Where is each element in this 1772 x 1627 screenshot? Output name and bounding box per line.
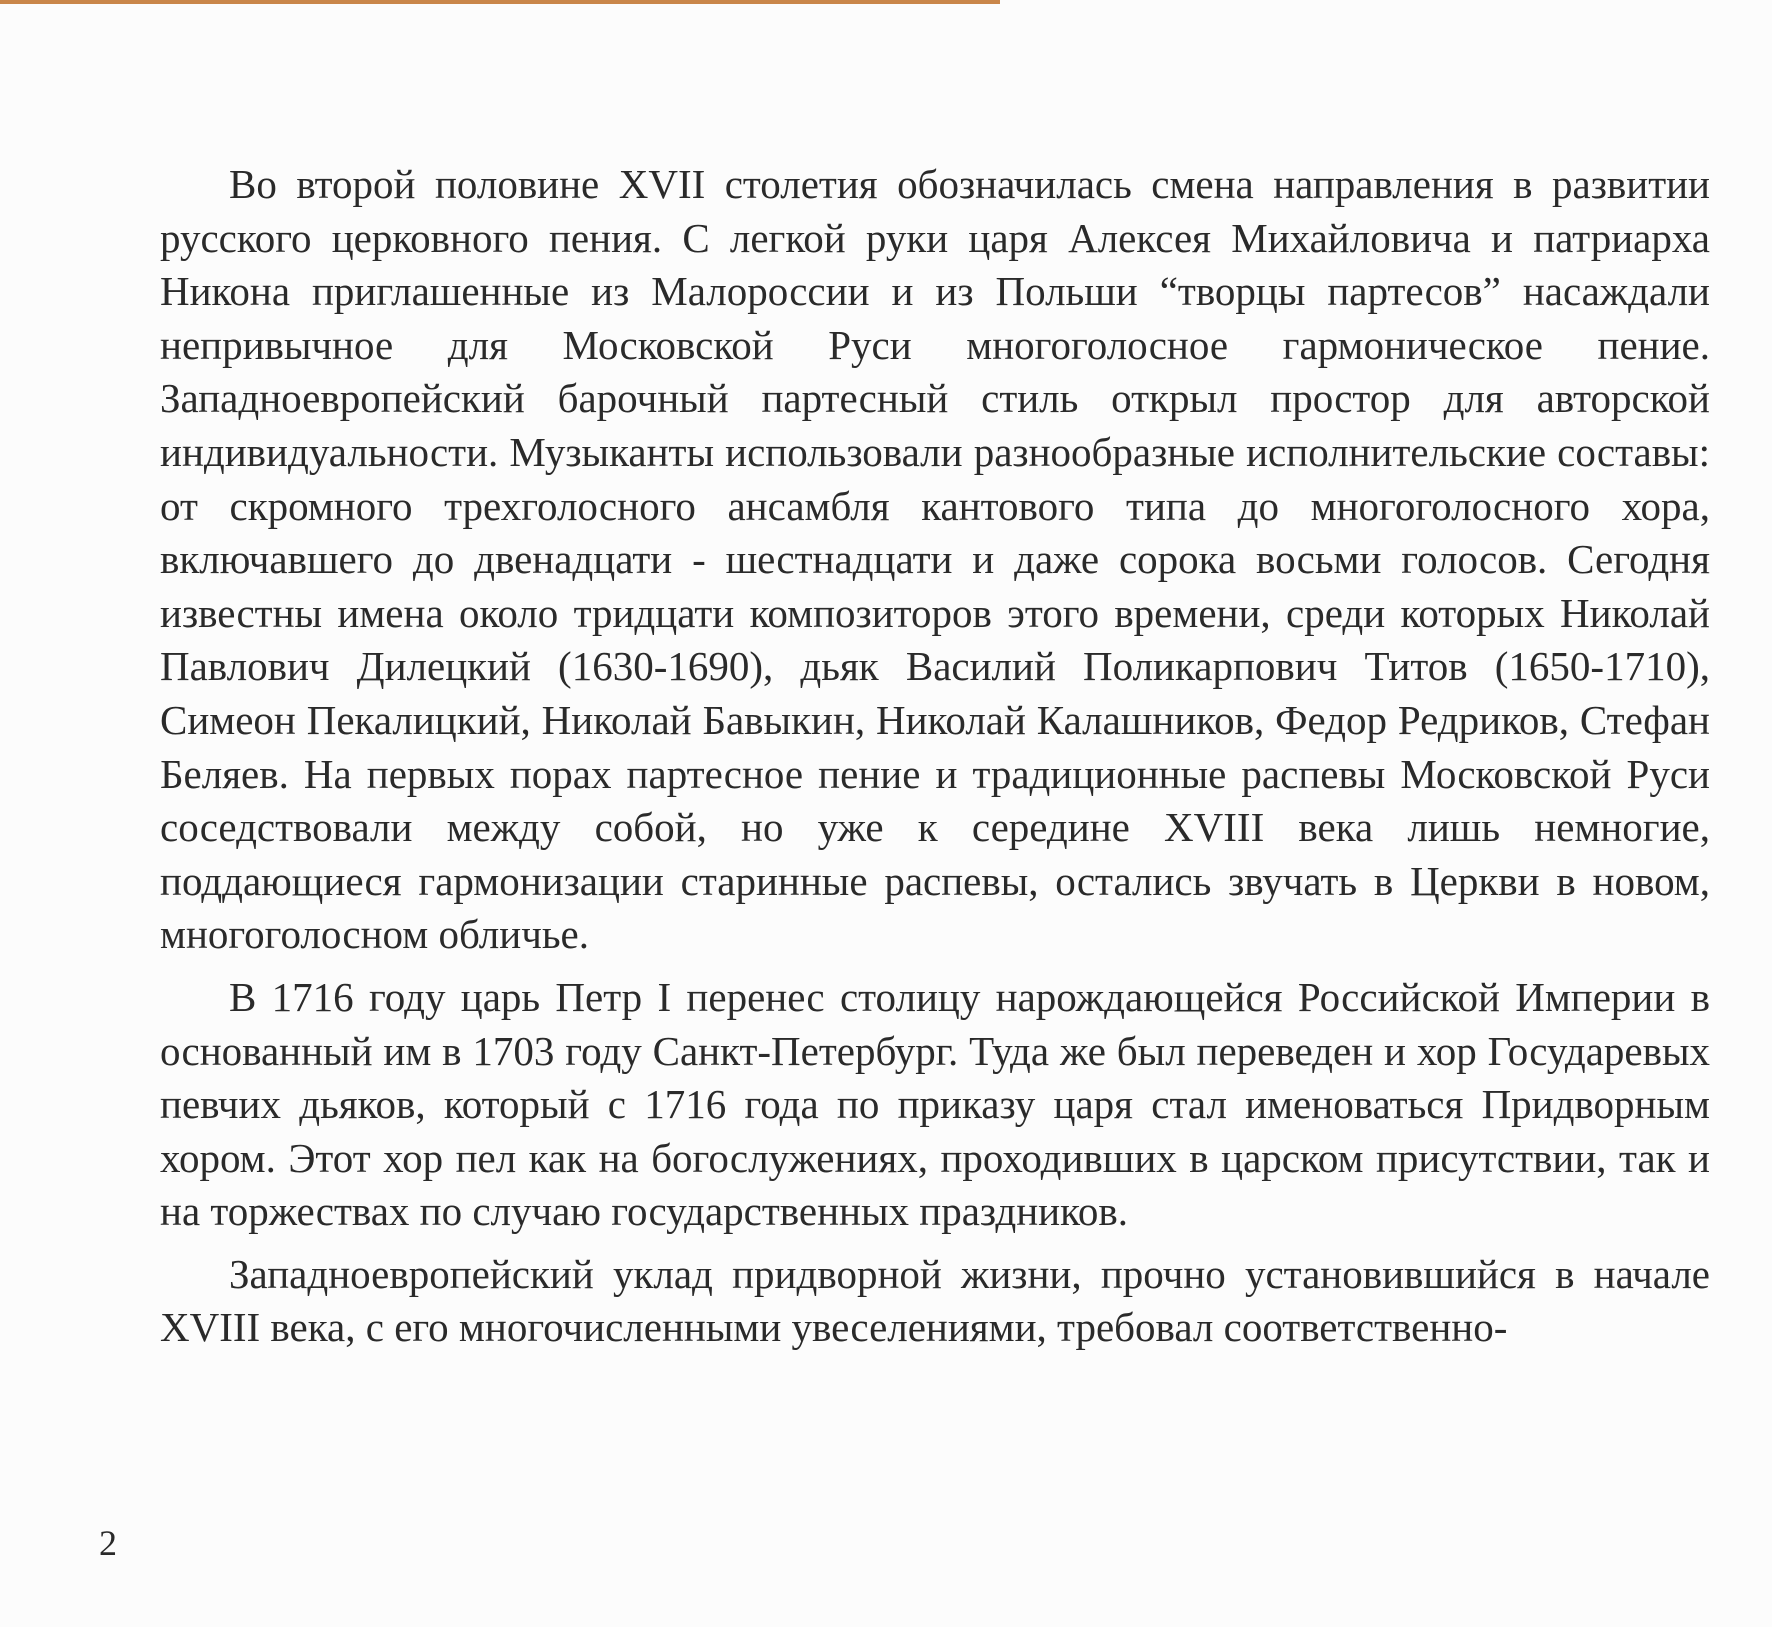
paragraph-2: В 1716 году царь Петр I перенес столицу нарождающейся Российской Империи в основанный им в 1703 году Санкт-Петербург. Туда же был переведен и хор Государевых певчих дьяков, который с 1716 года по приказу царя стал именоваться Придворным хором. Этот хор пел как на богослужениях, проходивших в царском присутствии, так и на торжествах по случаю государственных праздников.	[160, 973, 1710, 1235]
paragraph-1: Во второй половине XVII столетия обозначилась смена направления в развитии русского церковного пения. С легкой руки царя Алексея Михайловича и патриарха Никона приглашенные из Малороссии и из Польши “творцы партесов” насаждали непривычное для Московской Руси многоголосное гармоническое пение. Западноевропейский барочный партесный стиль открыл простор для авторской индивидуальности. Музыканты использовали разнообразные исполнительские составы: от скромного трехголосного ансамбля кантового типа до многоголосного хора, включавшего до двенадцати - шестнадцати и даже сорока восьми голосов. Сегодня известны имена около тридцати композиторов этого времени, среди которых Николай Павлович Дилецкий (1630-1690), дьяк Василий Поликарпович Титов (1650-1710), Симеон Пекалицкий, Николай Бавыкин, Николай Калашников, Федор Редриков, Стефан Беляев. На первых порах партесное пение и традиционные распевы Московской Руси соседствовали между собой, но уже к середине XVIII века лишь немногие, поддающиеся гармонизации старинные распевы, остались звучать в Церкви в новом, многоголосном обличье.	[160, 161, 1710, 958]
body-text	[160, 158, 1710, 1355]
page-number: 2	[99, 1523, 117, 1563]
paragraph-3: Западноевропейский уклад придворной жизни, прочно установившийся в начале XVIII века, с его многочисленными увеселениями, требовал соответственно-	[160, 1250, 1710, 1351]
top-edge-rule	[0, 0, 1000, 4]
